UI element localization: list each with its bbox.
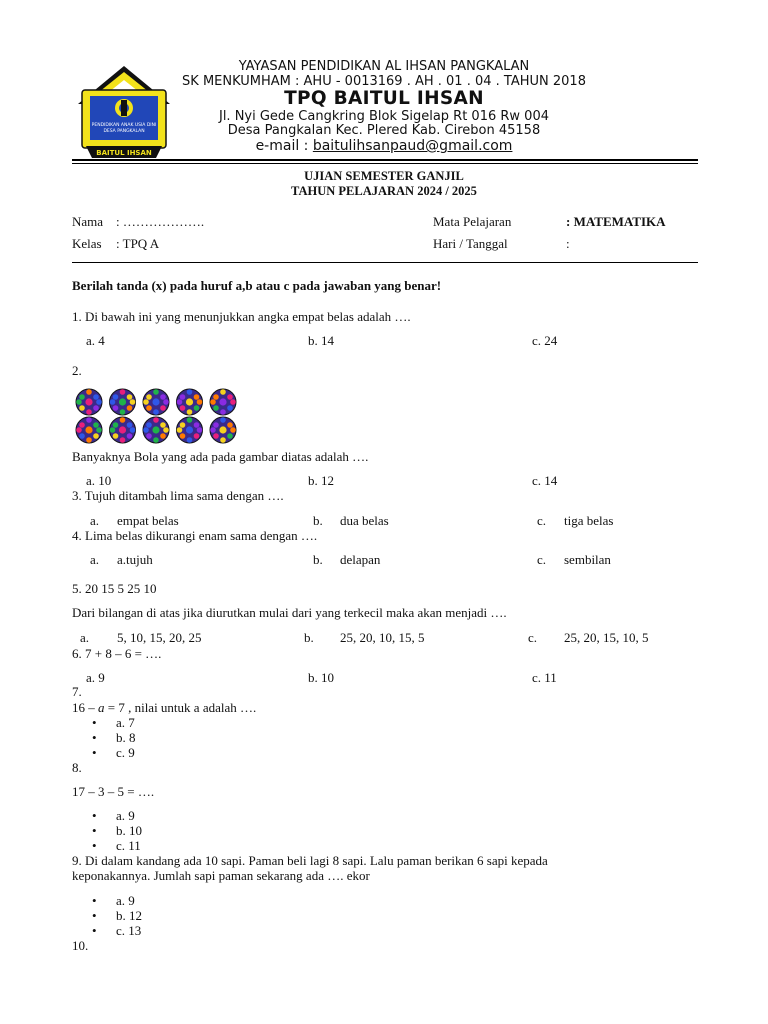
question-9-line-1: 9. Di dalam kandang ada 10 sapi. Paman beli lagi 8 sapi. Lalu paman berikan 6 sapi kepada bbox=[72, 853, 548, 868]
q2-option-a: a. 10 bbox=[86, 473, 112, 488]
soccer-ball bbox=[76, 389, 102, 415]
header-divider-thin bbox=[72, 163, 698, 164]
question-7 bbox=[72, 700, 256, 716]
soccer-ball bbox=[177, 417, 203, 443]
q3-option-a-letter: a. bbox=[90, 513, 100, 528]
class-label: Kelas bbox=[72, 236, 102, 251]
question-2-number: 2. bbox=[72, 363, 82, 378]
q3-option-b: dua belas bbox=[340, 513, 389, 528]
q7-option-c: • c. 9 bbox=[0, 745, 136, 760]
soccer-balls-image bbox=[72, 388, 240, 444]
soccer-ball bbox=[110, 417, 136, 443]
q4-option-a-letter: a. bbox=[90, 552, 100, 567]
name-label: Nama bbox=[72, 214, 104, 229]
question-8-number: 8. bbox=[72, 760, 82, 775]
soccer-ball bbox=[143, 389, 169, 415]
identity-divider bbox=[72, 262, 698, 263]
q2-option-c: c. 14 bbox=[532, 473, 558, 488]
q9-options bbox=[0, 893, 142, 938]
question-4: 4. Lima belas dikurangi enam sama dengan …. bbox=[72, 528, 318, 543]
soccer-ball bbox=[210, 389, 236, 415]
q6-option-b: b. 10 bbox=[308, 670, 334, 685]
email-label: e-mail : bbox=[255, 138, 313, 154]
name-value: : ………………. bbox=[116, 214, 205, 229]
exam-year: TAHUN PELAJARAN 2024 / 2025 bbox=[291, 184, 477, 198]
q8-option-b: • b. 10 bbox=[0, 823, 142, 838]
decree-number: SK MENKUMHAM : AHU - 0013169 . AH . 01 . 04 . TAHUN 2018 bbox=[182, 74, 586, 89]
svg-text:DESA PANGKALAN: DESA PANGKALAN bbox=[103, 129, 145, 134]
question-6: 6. 7 + 8 – 6 = …. bbox=[72, 646, 162, 661]
address-line-1: Jl. Nyi Gede Cangkring Blok Sigelap Rt 016 Rw 004 bbox=[218, 109, 549, 124]
q8-options bbox=[0, 808, 142, 853]
question-8: 17 – 3 – 5 = …. bbox=[72, 784, 155, 799]
q3-option-a: empat belas bbox=[117, 513, 179, 528]
q7-text-post: = 7 , nilai untuk a adalah …. bbox=[104, 700, 257, 715]
q2-option-b: b. 12 bbox=[308, 473, 334, 488]
q8-option-a: • a. 9 bbox=[0, 808, 142, 823]
instruction: Berilah tanda (x) pada huruf a,b atau c pada jawaban yang benar! bbox=[72, 278, 442, 293]
q4-option-c: sembilan bbox=[564, 552, 611, 567]
q9-option-c: • c. 13 bbox=[0, 923, 142, 938]
svg-text:PENDIDIKAN ANAK USIA DINI: PENDIDIKAN ANAK USIA DINI bbox=[91, 123, 157, 128]
soccer-ball bbox=[143, 417, 169, 443]
q7-text-pre: 16 – bbox=[72, 700, 98, 715]
question-2: Banyaknya Bola yang ada pada gambar diatas adalah …. bbox=[72, 449, 369, 464]
q1-option-c: c. 24 bbox=[532, 333, 558, 348]
question-5-text: Dari bilangan di atas jika diurutkan mulai dari yang terkecil maka akan menjadi …. bbox=[72, 605, 507, 620]
address-line-2: Desa Pangkalan Kec. Plered Kab. Cirebon 45158 bbox=[227, 123, 541, 138]
svg-text:BAITUL IHSAN: BAITUL IHSAN bbox=[96, 149, 152, 157]
soccer-ball bbox=[110, 389, 136, 415]
soccer-ball bbox=[76, 417, 102, 443]
question-3: 3. Tujuh ditambah lima sama dengan …. bbox=[72, 488, 284, 503]
q1-option-b: b. 14 bbox=[308, 333, 334, 348]
q4-option-b-letter: b. bbox=[313, 552, 323, 567]
soccer-ball bbox=[177, 389, 203, 415]
q5-option-b: 25, 20, 10, 15, 5 bbox=[340, 630, 425, 645]
q9-option-b: • b. 12 bbox=[0, 908, 142, 923]
q5-option-a-letter: a. bbox=[80, 630, 90, 645]
soccer-ball bbox=[210, 417, 236, 443]
q9-option-a: • a. 9 bbox=[0, 893, 142, 908]
day-label: Hari / Tanggal bbox=[433, 236, 508, 251]
school-name: TPQ BAITUL IHSAN bbox=[284, 88, 484, 109]
question-9-line-2: keponakannya. Jumlah sapi paman sekarang ada …. ekor bbox=[72, 868, 370, 883]
q1-option-a: a. 4 bbox=[86, 333, 105, 348]
q7-options bbox=[0, 715, 136, 760]
header-divider-thick bbox=[72, 159, 698, 161]
q4-option-b: delapan bbox=[340, 552, 381, 567]
q4-option-a: a.tujuh bbox=[117, 552, 153, 567]
q6-option-a: a. 9 bbox=[86, 670, 105, 685]
q3-option-c: tiga belas bbox=[564, 513, 614, 528]
question-5: 5. 20 15 5 25 10 bbox=[72, 581, 157, 596]
foundation-name: YAYASAN PENDIDIKAN AL IHSAN PANGKALAN bbox=[238, 59, 530, 74]
q3-option-c-letter: c. bbox=[537, 513, 547, 528]
q7-variable: a bbox=[98, 700, 105, 715]
q6-option-c: c. 11 bbox=[532, 670, 557, 685]
email-line bbox=[0, 138, 768, 154]
subject-label: Mata Pelajaran bbox=[433, 214, 512, 229]
email-address: baitulihsanpaud@gmail.com bbox=[312, 138, 513, 154]
q5-option-c-letter: c. bbox=[528, 630, 538, 645]
subject-value: : MATEMATIKA bbox=[566, 214, 666, 229]
day-value: : bbox=[566, 236, 570, 251]
question-7-number: 7. bbox=[72, 684, 82, 699]
q5-option-c: 25, 20, 15, 10, 5 bbox=[564, 630, 649, 645]
class-value: : TPQ A bbox=[116, 236, 160, 251]
q5-option-b-letter: b. bbox=[304, 630, 314, 645]
q7-option-a: • a. 7 bbox=[0, 715, 136, 730]
question-10-number: 10. bbox=[72, 938, 89, 953]
exam-title: UJIAN SEMESTER GANJIL bbox=[304, 169, 464, 183]
q4-option-c-letter: c. bbox=[537, 552, 547, 567]
q8-option-c: • c. 11 bbox=[0, 838, 142, 853]
q7-option-b: • b. 8 bbox=[0, 730, 136, 745]
q3-option-b-letter: b. bbox=[313, 513, 323, 528]
q5-option-a: 5, 10, 15, 20, 25 bbox=[117, 630, 202, 645]
question-1: 1. Di bawah ini yang menunjukkan angka empat belas adalah …. bbox=[72, 309, 411, 324]
